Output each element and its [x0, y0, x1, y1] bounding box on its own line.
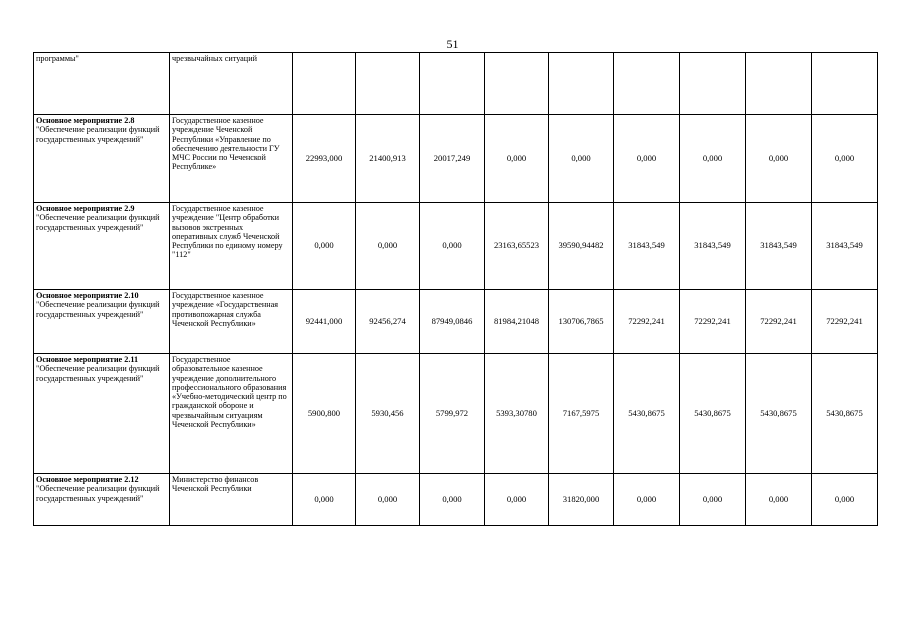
table-row — [34, 203, 878, 290]
funding-value-cell: 20017,249 — [420, 115, 485, 203]
funding-value-cell: 21400,913 — [356, 115, 420, 203]
funding-value-cell: 0,000 — [420, 203, 485, 290]
funding-value-cell: 72292,241 — [746, 290, 812, 354]
funding-value-cell: 87949,0846 — [420, 290, 485, 354]
funding-value-cell: 92456,274 — [356, 290, 420, 354]
funding-value-cell: 22993,000 — [293, 115, 356, 203]
executor-cell: Государственное казенное учреждение "Центр обработки вызовов экстренных оперативных служб Чеченской Республики по единому номеру "112" — [170, 203, 293, 290]
funding-value-cell: 81984,21048 — [485, 290, 549, 354]
funding-value-cell — [293, 53, 356, 115]
executor-cell: Министерство финансов Чеченской Республики — [170, 474, 293, 526]
funding-value-cell: 0,000 — [812, 115, 878, 203]
activity-name-cell — [34, 290, 170, 354]
executor-cell: Государственное образовательное казенное учреждение дополнительного профессионального образования «Учебно-методический центр по гражданской обороне и чрезвычайным ситуациям Чеченской Республики» — [170, 354, 293, 474]
funding-value-cell: 0,000 — [746, 474, 812, 526]
funding-value-cell: 0,000 — [485, 115, 549, 203]
table-row — [34, 474, 878, 526]
funding-value-cell: 5430,8675 — [680, 354, 746, 474]
funding-value-cell: 5799,972 — [420, 354, 485, 474]
funding-value-cell: 0,000 — [293, 474, 356, 526]
funding-value-cell — [746, 53, 812, 115]
funding-value-cell: 5930,456 — [356, 354, 420, 474]
funding-value-cell: 31843,549 — [680, 203, 746, 290]
funding-value-cell: 39590,94482 — [549, 203, 614, 290]
executor-cell: чрезвычайных ситуаций — [170, 53, 293, 115]
activity-title: программы" — [36, 54, 79, 63]
activity-name-cell — [34, 53, 170, 115]
funding-value-cell: 0,000 — [485, 474, 549, 526]
funding-value-cell: 0,000 — [420, 474, 485, 526]
activity-name-cell — [34, 354, 170, 474]
funding-value-cell — [549, 53, 614, 115]
activity-number: Основное мероприятие 2.11 — [36, 355, 139, 364]
activity-name-cell — [34, 203, 170, 290]
funding-value-cell: 72292,241 — [812, 290, 878, 354]
executor-cell: Государственное казенное учреждение Чеченской Республики «Управление по обеспечению деятельности ГУ МЧС России по Чеченской Республике» — [170, 115, 293, 203]
funding-value-cell: 31843,549 — [812, 203, 878, 290]
funding-value-cell — [420, 53, 485, 115]
activity-title: "Обеспечение реализации функций государственных учреждений" — [36, 300, 160, 319]
program-funding-table — [33, 52, 878, 526]
funding-value-cell: 0,000 — [356, 474, 420, 526]
funding-value-cell: 5900,800 — [293, 354, 356, 474]
funding-value-cell: 23163,65523 — [485, 203, 549, 290]
table-row — [34, 53, 878, 115]
activity-title: "Обеспечение реализации функций государственных учреждений" — [36, 125, 160, 144]
funding-value-cell: 0,000 — [614, 474, 680, 526]
funding-value-cell: 5393,30780 — [485, 354, 549, 474]
table-row — [34, 115, 878, 203]
executor-cell: Государственное казенное учреждение «Государственная противопожарная служба Чеченской Республики» — [170, 290, 293, 354]
funding-value-cell: 31843,549 — [614, 203, 680, 290]
activity-number: Основное мероприятие 2.9 — [36, 204, 135, 213]
funding-value-cell: 0,000 — [746, 115, 812, 203]
funding-value-cell: 0,000 — [356, 203, 420, 290]
funding-value-cell: 72292,241 — [614, 290, 680, 354]
funding-value-cell: 7167,5975 — [549, 354, 614, 474]
funding-value-cell — [356, 53, 420, 115]
table-row — [34, 354, 878, 474]
funding-value-cell — [680, 53, 746, 115]
activity-number: Основное мероприятие 2.10 — [36, 291, 139, 300]
funding-value-cell — [614, 53, 680, 115]
funding-value-cell: 0,000 — [680, 115, 746, 203]
activity-title: "Обеспечение реализации функций государственных учреждений" — [36, 364, 160, 383]
funding-value-cell: 5430,8675 — [812, 354, 878, 474]
funding-value-cell: 5430,8675 — [746, 354, 812, 474]
activity-title: "Обеспечение реализации функций государственных учреждений" — [36, 213, 160, 232]
activity-title: "Обеспечение реализации функций государственных учреждений" — [36, 484, 160, 503]
funding-value-cell: 31843,549 — [746, 203, 812, 290]
funding-value-cell: 130706,7865 — [549, 290, 614, 354]
activity-name-cell — [34, 474, 170, 526]
funding-value-cell: 92441,000 — [293, 290, 356, 354]
funding-value-cell: 72292,241 — [680, 290, 746, 354]
funding-value-cell: 31820,000 — [549, 474, 614, 526]
activity-name-cell — [34, 115, 170, 203]
funding-value-cell: 0,000 — [293, 203, 356, 290]
funding-value-cell — [812, 53, 878, 115]
activity-number: Основное мероприятие 2.8 — [36, 116, 135, 125]
funding-value-cell: 0,000 — [614, 115, 680, 203]
funding-value-cell: 0,000 — [680, 474, 746, 526]
funding-value-cell — [485, 53, 549, 115]
funding-value-cell: 5430,8675 — [614, 354, 680, 474]
table-row — [34, 290, 878, 354]
activity-number: Основное мероприятие 2.12 — [36, 475, 139, 484]
funding-value-cell: 0,000 — [812, 474, 878, 526]
funding-value-cell: 0,000 — [549, 115, 614, 203]
page-number: 51 — [446, 37, 459, 51]
